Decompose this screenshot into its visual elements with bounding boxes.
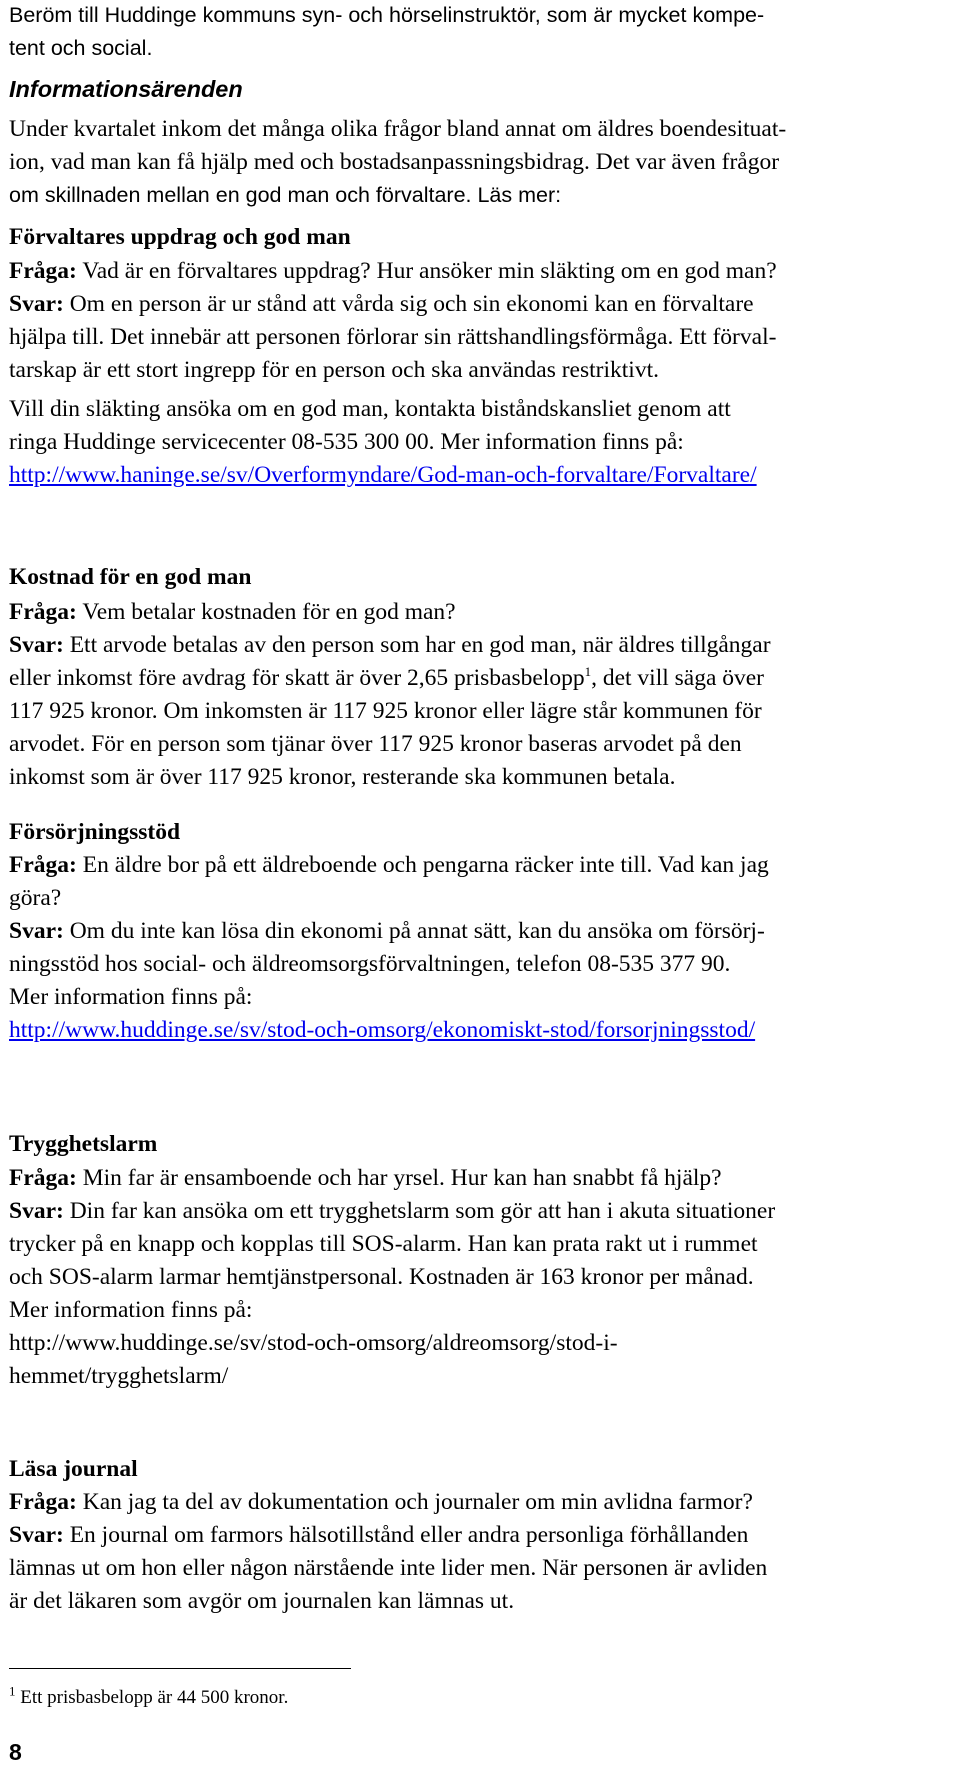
- question-label: Fråga:: [9, 852, 77, 878]
- text-line: Vill din släkting ansöka om en god man, kontakta biståndskansliet genom att: [9, 396, 731, 422]
- question-label: Fråga:: [9, 258, 77, 284]
- trygghet-qa: [9, 1162, 949, 1393]
- text-line: och SOS-alarm larmar hemtjänstpersonal. Kostnaden är 163 kronor per månad.: [9, 1264, 754, 1290]
- text-line: ringa Huddinge servicecenter 08-535 300 00. Mer information finns på:: [9, 429, 684, 455]
- answer-text: En journal om farmors hälsotillstånd eller andra personliga förhållanden: [63, 1522, 749, 1548]
- footnote: [9, 1685, 288, 1711]
- heading-forsorjningsstod: Försörjningsstöd: [9, 819, 181, 845]
- footnote-text: Ett prisbasbelopp är 44 500 kronor.: [15, 1687, 289, 1708]
- info-paragraph: [9, 113, 949, 212]
- question-line: [9, 596, 949, 629]
- text-line: om skillnaden mellan en god man och förvaltare. Läs mer:: [9, 183, 562, 207]
- question-label: Fråga:: [9, 599, 77, 625]
- question-line: [9, 849, 949, 882]
- heading-lasa-journal: Läsa journal: [9, 1456, 138, 1482]
- answer-label: Svar:: [9, 1198, 64, 1224]
- answer-line: [9, 288, 949, 321]
- answer-line: [9, 1195, 949, 1228]
- question-line: [9, 1486, 949, 1519]
- question-text: Min far är ensamboende och har yrsel. Hur kan han snabbt få hjälp?: [76, 1165, 722, 1191]
- text-line: Beröm till Huddinge kommuns syn- och hörselinstruktör, som är mycket kompe-: [9, 3, 765, 27]
- answer-text: Om en person är ur stånd att vårda sig och sin ekonomi kan en förvaltare: [63, 291, 754, 317]
- text-line: hjälpa till. Det innebär att personen förlorar sin rättshandlingsförmåga. Ett förval-: [9, 324, 777, 350]
- answer-line: [9, 629, 949, 662]
- forsorjning-qa: [9, 849, 949, 1047]
- answer-label: Svar:: [9, 632, 64, 658]
- text-line: tent och social.: [9, 36, 153, 60]
- heading-trygghetslarm: Trygghetslarm: [9, 1131, 158, 1157]
- link-forvaltare[interactable]: http://www.haninge.se/sv/Overformyndare/God-man-och-forvaltare/Forvaltare/: [9, 462, 757, 488]
- answer-label: Svar:: [9, 918, 64, 944]
- text-line: trycker på en knapp och kopplas till SOS-alarm. Han kan prata rakt ut i rummet: [9, 1231, 758, 1257]
- text-line: lämnas ut om hon eller någon närstående inte lider men. När personen är avliden: [9, 1555, 768, 1581]
- text-line: är det läkaren som avgör om journalen kan lämnas ut.: [9, 1588, 515, 1614]
- link-forsorjningsstod[interactable]: http://www.huddinge.se/sv/stod-och-omsorg/ekonomiskt-stod/forsorjningsstod/: [9, 1017, 756, 1043]
- text-line: göra?: [9, 885, 62, 911]
- url-text-line: http://www.huddinge.se/sv/stod-och-omsorg/aldreomsorg/stod-i-: [9, 1330, 618, 1356]
- page-number: 8: [9, 1739, 22, 1765]
- text-line: Mer information finns på:: [9, 984, 253, 1010]
- kostnad-qa: [9, 596, 949, 794]
- footnote-divider: [9, 1668, 351, 1669]
- question-line: [9, 1162, 949, 1195]
- text-line: tarskap är ett stort ingrepp för en person och ska användas restriktivt.: [9, 357, 659, 383]
- text-line: inkomst som är över 117 925 kronor, resterande ska kommunen betala.: [9, 764, 676, 790]
- heading-kostnad: Kostnad för en god man: [9, 564, 252, 590]
- text-line: arvodet. För en person som tjänar över 117 925 kronor baseras arvodet på den: [9, 731, 742, 757]
- text-line: 117 925 kronor. Om inkomsten är 117 925 kronor eller lägre står kommunen för: [9, 698, 762, 724]
- text-line: Mer information finns på:: [9, 1297, 253, 1323]
- text-line: ion, vad man kan få hjälp med och bostadsanpassningsbidrag. Det var även frågor: [9, 149, 780, 175]
- question-label: Fråga:: [9, 1165, 77, 1191]
- question-line: [9, 255, 949, 288]
- question-text: En äldre bor på ett äldreboende och pengarna räcker inte till. Vad kan jag: [76, 852, 769, 878]
- forvaltare-contact-paragraph: [9, 393, 949, 492]
- answer-line: [9, 915, 949, 948]
- text-line: [9, 662, 949, 695]
- heading-forvaltare: Förvaltares uppdrag och god man: [9, 224, 351, 250]
- question-text: Kan jag ta del av dokumentation och journaler om min avlidna farmor?: [76, 1489, 753, 1515]
- text-line: Under kvartalet inkom det många olika frågor bland annat om äldres boendesituat-: [9, 116, 787, 142]
- footnote-ref: 1: [584, 664, 592, 680]
- answer-text: Ett arvode betalas av den person som har en god man, när äldres tillgångar: [63, 632, 771, 658]
- heading-informationsarenden: Informationsärenden: [9, 76, 243, 102]
- question-text: Vad är en förvaltares uppdrag? Hur ansöker min släkting om en god man?: [76, 258, 777, 284]
- url-text-line: hemmet/trygghetslarm/: [9, 1363, 229, 1389]
- answer-text: Din far kan ansöka om ett trygghetslarm som gör att han i akuta situationer: [63, 1198, 776, 1224]
- answer-label: Svar:: [9, 291, 64, 317]
- forvaltare-qa: [9, 255, 949, 387]
- journal-qa: [9, 1486, 949, 1618]
- text-span: , det vill säga över: [591, 665, 765, 691]
- answer-text: Om du inte kan lösa din ekonomi på annat sätt, kan du ansöka om försörj-: [63, 918, 765, 944]
- intro-paragraph: [9, 0, 949, 65]
- text-span: eller inkomst före avdrag för skatt är över 2,65 prisbasbelopp: [9, 665, 585, 691]
- question-text: Vem betalar kostnaden för en god man?: [76, 599, 456, 625]
- question-label: Fråga:: [9, 1489, 77, 1515]
- footnote-mark: 1: [9, 1683, 16, 1699]
- answer-line: [9, 1519, 949, 1552]
- text-line: ningsstöd hos social- och äldreomsorgsförvaltningen, telefon 08-535 377 90.: [9, 951, 731, 977]
- answer-label: Svar:: [9, 1522, 64, 1548]
